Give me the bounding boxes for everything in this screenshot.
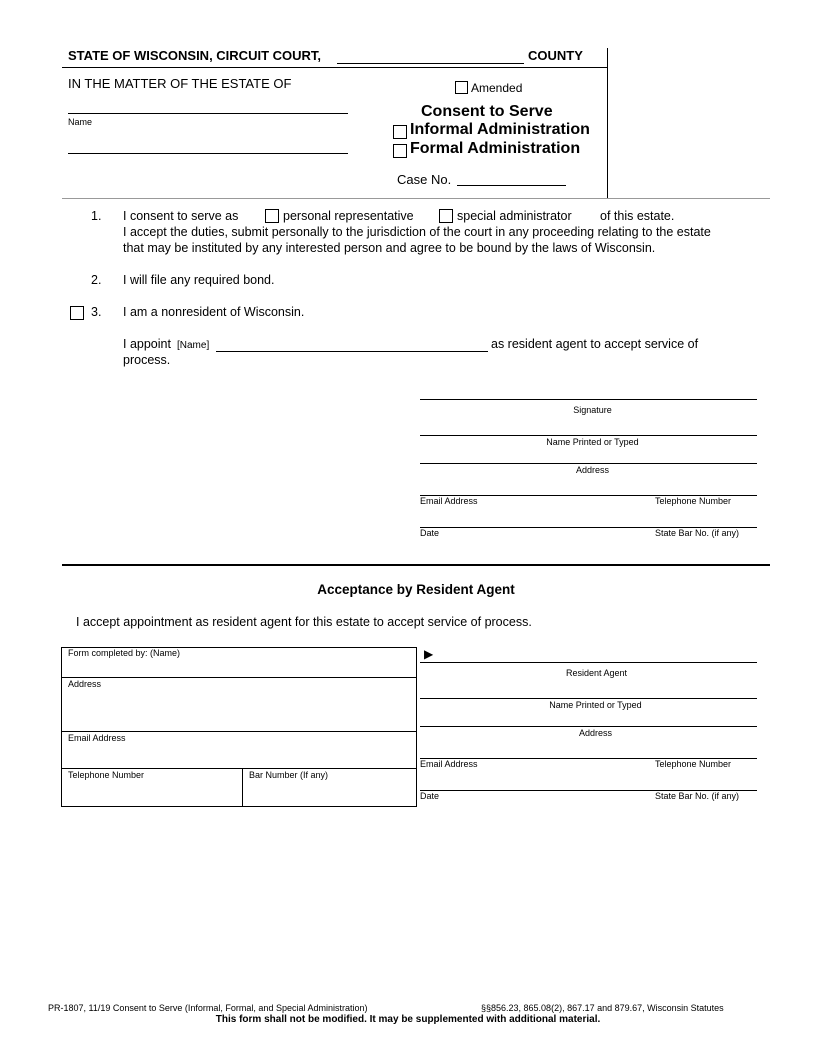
item1-number: 1. bbox=[91, 209, 102, 223]
item3-text: I am a nonresident of Wisconsin. bbox=[123, 305, 305, 319]
item1-tail: of this estate. bbox=[600, 209, 675, 223]
item2-text: I will file any required bond. bbox=[123, 273, 275, 287]
telephone-label: Telephone Number bbox=[655, 496, 732, 506]
signature-line[interactable] bbox=[420, 399, 757, 400]
appoint-tail: as resident agent to accept service of bbox=[491, 337, 699, 351]
appoint-line2: process. bbox=[123, 353, 171, 367]
acceptance-title: Acceptance by Resident Agent bbox=[317, 582, 515, 597]
resident-agent-line[interactable] bbox=[420, 662, 757, 663]
special-admin-checkbox[interactable] bbox=[439, 209, 453, 223]
agent-state-bar-label: State Bar No. (if any) bbox=[655, 791, 740, 801]
item1-lead: I consent to serve as bbox=[123, 209, 239, 223]
header-divider bbox=[607, 48, 608, 198]
form-address-label: Address bbox=[68, 679, 102, 689]
form-email-label: Email Address bbox=[68, 733, 126, 743]
completed-by-label: Form completed by: (Name) bbox=[68, 648, 181, 658]
email-label: Email Address bbox=[420, 496, 478, 506]
personal-rep-checkbox[interactable] bbox=[265, 209, 279, 223]
resident-agent-label: Resident Agent bbox=[565, 668, 628, 678]
agent-telephone-label: Telephone Number bbox=[655, 759, 732, 769]
appoint-lead: I appoint bbox=[123, 337, 171, 351]
court-prefix: STATE OF WISCONSIN, CIRCUIT COURT, bbox=[68, 48, 322, 63]
name-printed-line[interactable] bbox=[420, 435, 757, 436]
amended-checkbox[interactable] bbox=[455, 81, 468, 94]
name-printed-label: Name Printed or Typed bbox=[546, 437, 639, 447]
form-telephone-label: Telephone Number bbox=[68, 770, 145, 780]
name-label: Name bbox=[68, 117, 93, 127]
header-rule bbox=[62, 67, 608, 68]
informal-label: Informal Administration bbox=[410, 121, 590, 138]
amended-label: Amended bbox=[471, 81, 523, 95]
address-label: Address bbox=[575, 465, 610, 475]
address-line[interactable] bbox=[420, 463, 757, 464]
form-completed-box bbox=[61, 647, 417, 807]
acceptance-divider bbox=[62, 564, 770, 566]
form-box-rule-3 bbox=[61, 768, 417, 769]
special-admin-label: special administrator bbox=[457, 209, 572, 223]
personal-rep-label: personal representative bbox=[283, 209, 414, 223]
acceptance-statement: I accept appointment as resident agent for this estate to accept service of process. bbox=[76, 615, 532, 629]
appoint-name-line[interactable] bbox=[216, 351, 488, 352]
footer-notice: This form shall not be modified. It may be supplemented with additional material. bbox=[215, 1014, 601, 1025]
estate-name-line[interactable] bbox=[68, 113, 348, 114]
item1-line3: that may be instituted by any interested person and agree to be bound by the laws of Wisconsin. bbox=[123, 241, 656, 255]
form-box-divider bbox=[242, 768, 243, 807]
form-box-rule-1 bbox=[61, 677, 417, 678]
item2-number: 2. bbox=[91, 273, 102, 287]
case-no-label: Case No. bbox=[397, 172, 452, 187]
appoint-name-label: [Name] bbox=[177, 340, 210, 351]
form-bar-number-label: Bar Number (If any) bbox=[249, 770, 329, 780]
agent-name-printed-label: Name Printed or Typed bbox=[549, 700, 642, 710]
agent-address-line[interactable] bbox=[420, 726, 757, 727]
footer-form-id: PR-1807, 11/19 Consent to Serve (Informal, Formal, and Special Administration) bbox=[48, 1003, 368, 1013]
item1-line2: I accept the duties, submit personally to the jurisdiction of the court in any proceeding relating to the estate bbox=[123, 225, 711, 239]
agent-email-label: Email Address bbox=[420, 759, 478, 769]
agent-date-label: Date bbox=[420, 791, 440, 801]
nonresident-checkbox[interactable] bbox=[70, 306, 84, 320]
item3-number: 3. bbox=[91, 305, 102, 319]
agent-name-printed-line[interactable] bbox=[420, 698, 757, 699]
informal-checkbox[interactable] bbox=[393, 125, 407, 139]
formal-checkbox[interactable] bbox=[393, 144, 407, 158]
section-rule bbox=[62, 198, 770, 199]
county-label: COUNTY bbox=[528, 48, 583, 63]
matter-label: IN THE MATTER OF THE ESTATE OF bbox=[68, 76, 292, 91]
formal-label: Formal Administration bbox=[410, 140, 581, 157]
estate-name-line-2[interactable] bbox=[68, 153, 348, 154]
form-box-rule-2 bbox=[61, 731, 417, 732]
date-label: Date bbox=[420, 528, 440, 538]
arrow-icon: ▶ bbox=[424, 647, 434, 661]
agent-address-label: Address bbox=[578, 728, 613, 738]
county-field-line[interactable] bbox=[337, 63, 524, 64]
state-bar-label: State Bar No. (if any) bbox=[655, 528, 740, 538]
signature-label: Signature bbox=[573, 405, 612, 415]
form-title: Consent to Serve bbox=[421, 103, 553, 120]
footer-statutes: §§856.23, 865.08(2), 867.17 and 879.67, Wisconsin Statutes bbox=[481, 1003, 724, 1013]
case-no-line[interactable] bbox=[457, 185, 566, 186]
